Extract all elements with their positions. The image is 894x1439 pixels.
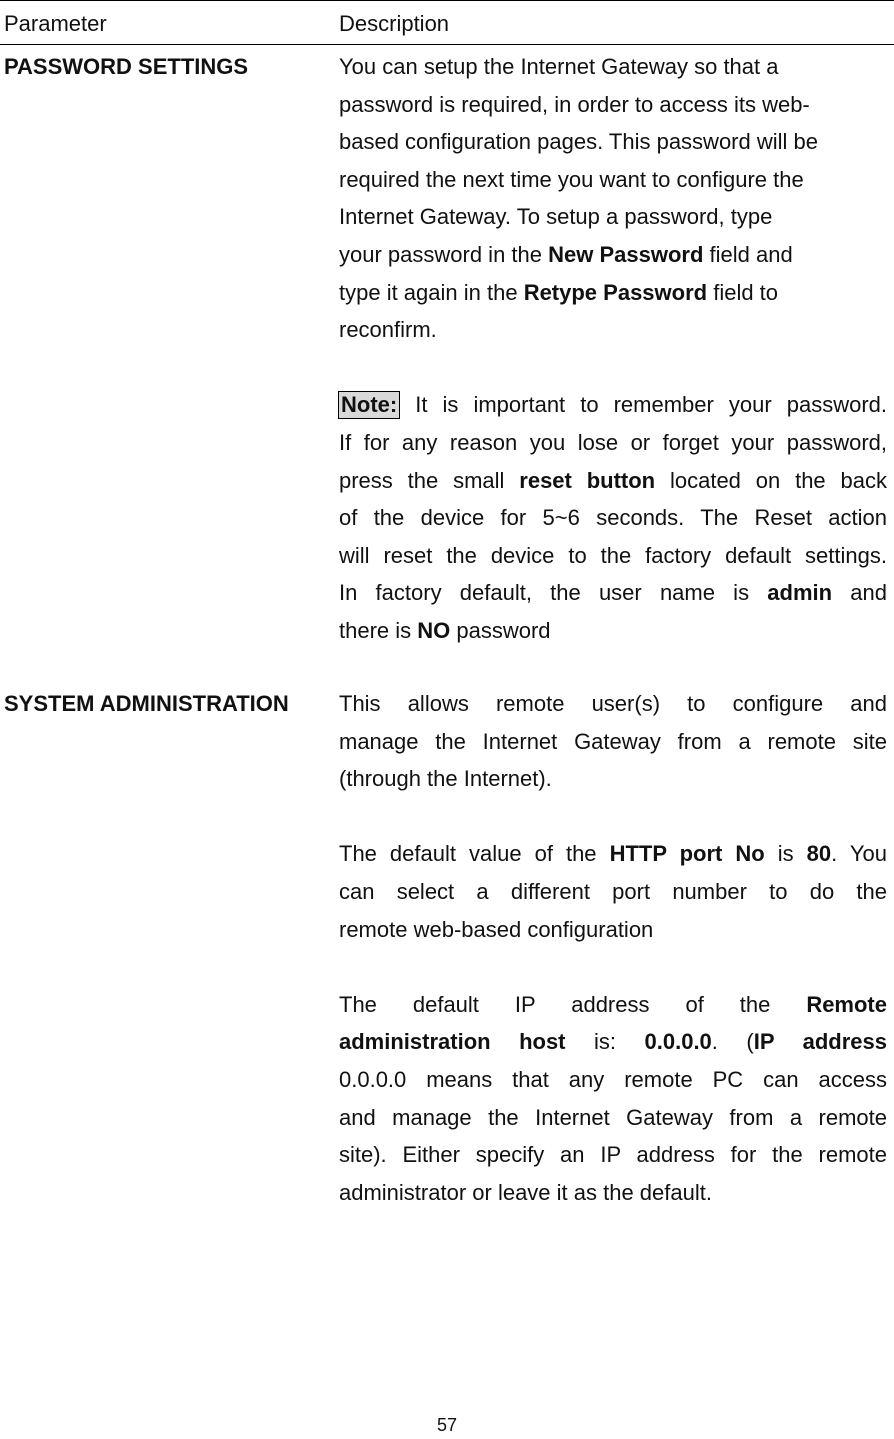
description-line [339,873,887,911]
description-line [339,1061,887,1099]
description-line [339,612,887,650]
description-line [339,723,887,761]
description-line [339,1023,887,1061]
body-text: located on the back [655,467,887,493]
emphasis-text: NO [417,617,451,643]
body-text: If for any reason you lose or forget your password, [339,429,887,455]
column-header-parameter: Parameter [4,11,107,36]
emphasis-text: admin [767,580,833,606]
body-text: and manage the Internet Gateway from a remote [339,1104,887,1130]
parameter-system-administration: SYSTEM ADMINISTRATION [4,691,289,716]
body-text: 0.0.0.0 means that any remote PC can access [339,1066,887,1092]
description-line [339,760,887,798]
page-number: 57 [436,1415,458,1435]
description-system-administration [339,685,887,1211]
description-line [339,1174,887,1212]
body-text: press the small [339,467,520,493]
body-text: can select a different port number to do the [339,878,887,904]
body-text: manage the Internet Gateway from a remote site [339,728,887,754]
body-text: type it again in the [339,279,524,305]
body-text: of the device for 5~6 seconds. The Reset action [339,505,887,531]
body-text: remote web-based configuration [339,916,654,942]
emphasis-text: reset button [519,467,656,493]
emphasis-text: 80 [806,841,832,867]
paragraph-spacer [339,948,887,986]
body-text: administrator or leave it as the default. [339,1179,712,1205]
body-text: based configuration pages. This password will be [339,129,818,155]
body-text: The default value of the [339,841,610,867]
body-text: and [832,580,887,606]
parameter-password-settings: PASSWORD SETTINGS [4,54,249,79]
description-line [339,462,887,500]
body-text: there is [339,617,418,643]
description-line [339,499,887,537]
description-line [339,123,887,161]
description-line [339,574,887,612]
body-text: field and [703,241,793,267]
header-rule [0,44,894,45]
body-text: field to [707,279,779,305]
description-line [339,537,887,575]
body-text: (through the Internet). [339,766,552,792]
emphasis-text: 0.0.0.0 [644,1029,712,1055]
body-text: site). Either specify an IP address for the remote [339,1142,887,1168]
body-text: reconfirm. [339,317,437,343]
description-line [339,685,887,723]
description-line [339,48,887,86]
description-line [339,424,887,462]
body-text: password [450,617,551,643]
body-text: This allows remote user(s) to configure and [339,691,887,716]
emphasis-text: New Password [548,241,704,267]
body-text: In factory default, the user name is [339,580,768,606]
body-text: password is required, in order to access its web- [339,91,810,117]
body-text: . You [831,841,887,867]
paragraph-spacer [339,349,887,387]
paragraph-spacer [339,798,887,836]
body-text: your password in the [339,241,549,267]
description-line [339,161,887,199]
description-line [339,236,887,274]
body-text: You can setup the Internet Gateway so that a [339,54,779,79]
description-line [339,274,887,312]
emphasis-text: administration host [339,1029,566,1055]
description-line [339,1099,887,1137]
body-text: . ( [711,1029,754,1055]
body-text: Internet Gateway. To setup a password, type [339,204,773,230]
description-line [339,1136,887,1174]
description-line [339,86,887,124]
description-password-settings [339,48,887,650]
body-text: will reset the device to the factory default settings. [339,542,887,568]
emphasis-text: IP address [753,1029,887,1055]
description-line [339,986,887,1024]
body-text: The default IP address of the [339,991,807,1017]
emphasis-text: Remote [806,991,887,1017]
body-text: is: [565,1029,645,1055]
body-text: is [764,841,807,867]
description-line [339,386,887,424]
description-line [339,835,887,873]
note-label: Note: [338,391,400,419]
description-line [339,911,887,949]
body-text: It is important to remember your password. [400,392,887,418]
description-line [339,198,887,236]
column-header-description: Description [339,11,450,36]
description-line [339,311,887,349]
table-top-rule [0,0,894,1]
body-text: required the next time you want to configure the [339,166,804,192]
emphasis-text: Retype Password [523,279,708,305]
emphasis-text: HTTP port No [609,841,765,867]
